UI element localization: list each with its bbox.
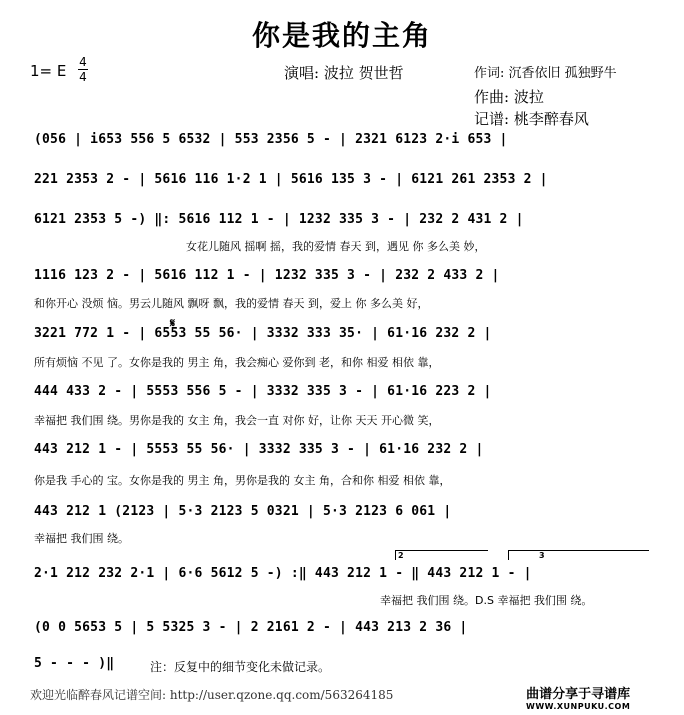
footer-watermark bbox=[526, 683, 630, 711]
score-row-2: 221 2353 2 - | 5616 116 1·2 1 | 5616 135 3 - | 6121 261 2353 2 | bbox=[34, 172, 548, 187]
lyricist: 作词: 沉香依旧 孤独野牛 bbox=[474, 66, 617, 81]
transcriber: 记谱: 桃李醉春风 bbox=[474, 110, 589, 128]
score-row-3: 6121 2353 5 -) ‖: 5616 112 1 - | 1232 335 3 - | 232 2 431 2 | bbox=[34, 212, 524, 227]
score-row-10: (0 0 5653 5 | 5 5325 3 - | 2 2161 2 - | 443 213 2 36 | bbox=[34, 620, 468, 635]
key-signature: 1= E bbox=[30, 62, 67, 80]
time-signature-top: 4 bbox=[79, 55, 87, 69]
transcription-note: 注：反复中的细节变化未做记录。 bbox=[150, 660, 331, 674]
segno-sign: 𝄋 bbox=[170, 316, 176, 330]
lyrics-row-6: 幸福把 我们围 绕。男你是我的 女主 角，我会一直 对你 好，让你 天天 开心微 笑， bbox=[34, 414, 440, 427]
footer-watermark-cn: 曲谱分享于寻谱库 bbox=[526, 687, 631, 702]
performers: 演唱: 波拉 贺世哲 bbox=[284, 64, 404, 82]
lyrics-row-3: 女花儿随风 摇啊 摇，我的爱情 春天 到，遇见 你 多么美 妙， bbox=[186, 240, 486, 253]
score-row-11: 5 - - - )‖ bbox=[34, 656, 115, 671]
time-signature-bottom: 4 bbox=[79, 70, 87, 84]
lyrics-row-7: 你是我 手心的 宝。女你是我的 男主 角，男你是我的 女主 角，合和你 相爱 相依 靠， bbox=[34, 474, 451, 487]
page-title: 你是我的主角 bbox=[251, 19, 432, 52]
score-row-8: 443 212 1 (2123 | 5·3 2123 5 0321 | 5·3 2123 6 061 | bbox=[34, 504, 452, 519]
time-signature bbox=[78, 56, 88, 83]
score-row-1: (056 | i653 556 5 6532 | 553 2356 5 - | 2321 6123 2·i 653 | bbox=[34, 132, 508, 147]
lyrics-row-9: 幸福把 我们围 绕。D.S 幸福把 我们围 绕。 bbox=[380, 594, 593, 607]
composer: 作曲: 波拉 bbox=[474, 88, 544, 106]
lyrics-row-5: 所有烦恼 不见 了。女你是我的 男主 角，我会痴心 爱你到 老，和你 相爱 相依 靠， bbox=[34, 356, 440, 369]
lyrics-row-4: 和你开心 没烦 恼。男云儿随风 飘呀 飘，我的爱情 春天 到，爱上 你 多么美 好， bbox=[34, 297, 429, 310]
lyrics-row-8: 幸福把 我们围 绕。 bbox=[34, 532, 129, 545]
score-row-4: 1116 123 2 - | 5616 112 1 - | 1232 335 3 - | 232 2 433 2 | bbox=[34, 268, 500, 283]
first-ending-bracket: 2 bbox=[395, 550, 488, 560]
score-row-7: 443 212 1 - | 5553 55 56· | 3332 335 3 - | 61·16 232 2 | bbox=[34, 442, 484, 457]
score-row-9: 2·1 212 232 2·1 | 6·6 5612 5 -) :‖ 443 212 1 - ‖ 443 212 1 - | bbox=[34, 566, 532, 581]
score-row-5: 3221 772 1 - | 6553 55 56· | 3332 333 35· | 61·16 232 2 | bbox=[34, 326, 492, 341]
footer-website: 欢迎光临醉春风记谱空间: http://user.qzone.qq.com/563264185 bbox=[30, 688, 394, 702]
score-row-6: 444 433 2 - | 5553 556 5 - | 3332 335 3 - | 61·16 223 2 | bbox=[34, 384, 492, 399]
second-ending-bracket: 3 bbox=[508, 550, 649, 560]
footer-watermark-url: WWW.XUNPUKU.COM bbox=[526, 702, 631, 711]
